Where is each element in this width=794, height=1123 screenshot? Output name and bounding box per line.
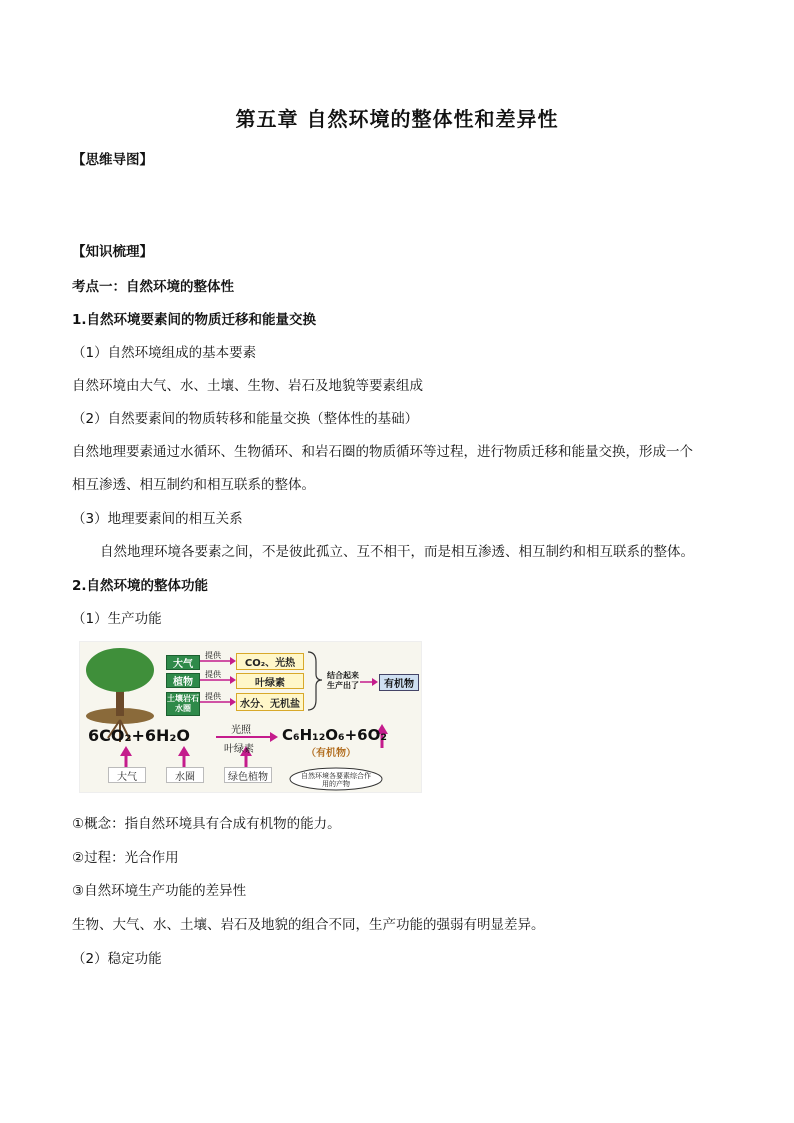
mind-map-heading: 【思维导图】 [72,152,153,168]
section-1-item-2-text-line1: 自然地理要素通过水循环、生物循环、和岩石圈的物质循环等过程，进行物质迁移和能量交换，形成一个 [72,444,693,460]
section-1-item-2-label: （2）自然要素间的物质转移和能量交换（整体性的基础） [72,411,419,427]
factor-soil-rock-water: 土壤岩石水圈 [166,692,200,716]
process-text: ②过程：光合作用 [72,850,179,866]
organic-box: 有机物 [379,674,419,691]
provide-label-2: 提供 [205,670,221,679]
section-1-item-1-label: （1）自然环境组成的基本要素 [72,345,257,361]
difference-label: ③自然环境生产功能的差异性 [72,883,247,899]
photosynthesis-figure [79,641,422,793]
section-1-item-3-text: 自然地理环境各要素之间，不是彼此孤立、互不相干，而是相互渗透、相互制约和相互联系的整体。 [100,544,694,560]
canopy-shape [86,648,154,692]
source-plant: 绿色植物 [224,767,272,783]
difference-text: 生物、大气、水、土壤、岩石及地貌的组合不同，生产功能的强弱有明显差异。 [72,917,545,933]
topic-heading: 考点一：自然环境的整体性 [72,279,234,295]
provide-label-1: 提供 [205,651,221,660]
provide-label-3: 提供 [205,692,221,701]
concept-text: ①概念：指自然环境具有合成有机物的能力。 [72,816,341,832]
section-2-item-2-label: （2）稳定功能 [72,951,162,967]
knowledge-heading: 【知识梳理】 [72,244,153,260]
output-water-minerals: 水分、无机盐 [236,693,304,711]
section-1-item-1-text: 自然环境由大气、水、土壤、生物、岩石及地貌等要素组成 [72,378,423,394]
factor-air: 大气 [166,655,200,670]
section-1-item-2-text-line2: 相互渗透、相互制约和相互联系的整体。 [72,477,315,493]
equation-light: 光照 [231,725,251,736]
equation-organic-note: （有机物） [306,748,356,759]
section-1-item-3-label: （3）地理要素间的相互关系 [72,511,243,527]
output-co2-light-heat: CO₂、光热 [236,653,304,670]
section-1-heading: 1.自然环境要素间的物质迁移和能量交换 [72,312,317,328]
source-water: 水圈 [166,767,204,783]
product-note: 自然环境各要素综合作用的产物 [301,772,371,788]
equation-chlorophyll: 叶绿素 [224,744,254,755]
factor-plant: 植物 [166,673,200,688]
output-chlorophyll: 叶绿素 [236,673,304,689]
source-air: 大气 [108,767,146,783]
equation-left: 6CO₂+6H₂O [88,726,191,745]
brace-shape [308,652,322,710]
section-2-heading: 2.自然环境的整体功能 [72,578,209,594]
combine-label: 结合起来生产出了 [327,671,359,690]
page-title: 第五章 自然环境的整体性和差异性 [235,107,559,131]
equation-right: C₆H₁₂O₆+6O₂ [282,726,387,744]
section-2-item-1-label: （1）生产功能 [72,611,162,627]
